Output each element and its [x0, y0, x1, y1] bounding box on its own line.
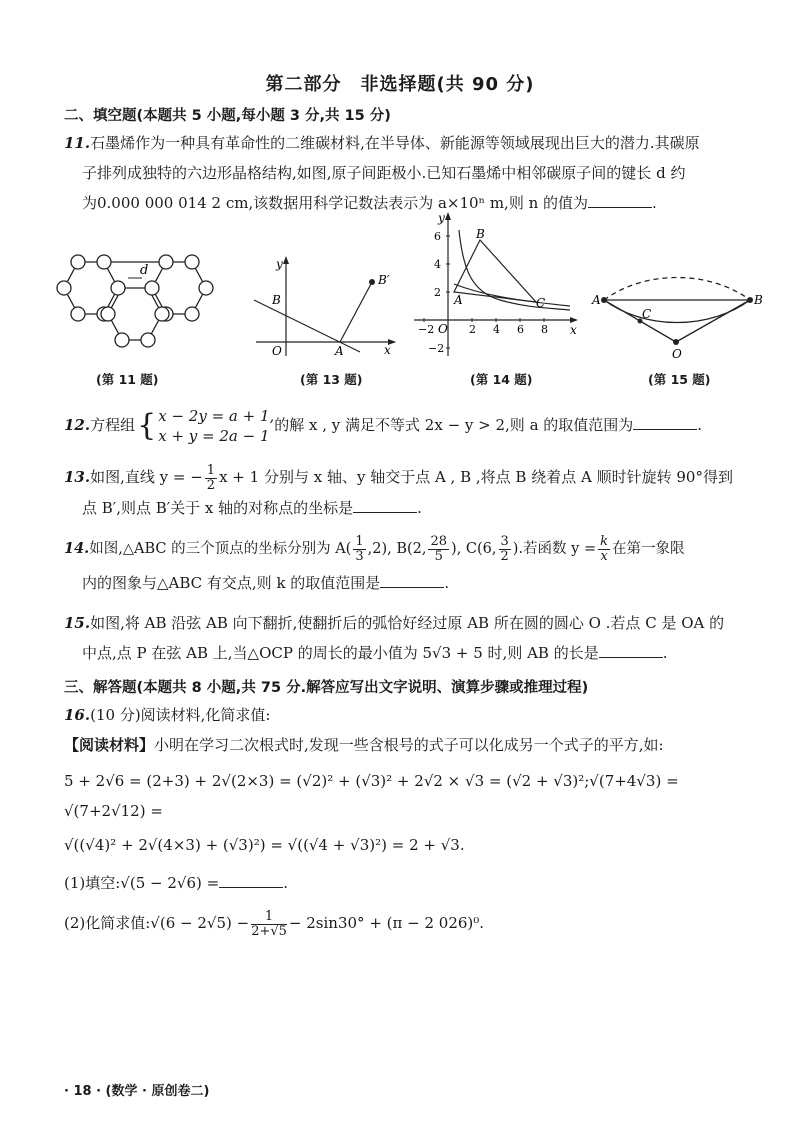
point-A-label: A [454, 293, 463, 307]
origin-label: O [438, 322, 448, 336]
question-text: ), C(6, [451, 541, 497, 557]
question-number: 15. [64, 614, 91, 632]
equation-system [158, 406, 274, 446]
question-text: 如图,将 AB 沿弦 AB 向下翻折,使翻折后的弧恰好经过原 AB 所在圆的圆心 O .若点 C 是 OA 的 [90, 614, 725, 632]
tick-y: −2 [428, 342, 445, 355]
label-d: d [140, 263, 149, 278]
question-text: 方程组 [90, 416, 136, 434]
question-text: ,2), B(2, [367, 541, 427, 557]
tick-x: 6 [517, 323, 524, 336]
point-C-label: C [642, 307, 652, 321]
point-C-label: C [536, 296, 546, 310]
answer-blank[interactable] [588, 193, 652, 208]
question-text: (10 分)阅读材料,化简求值: [90, 706, 271, 724]
answer-blank[interactable] [599, 643, 663, 658]
math-expression: 5 + 2√6 = (2+3) + 2√(2×3) = (√2)² + (√3)² + 2√2 × √3 = (√2 + √3)²;√(7+4√3) = √(7+2√12) = [64, 772, 679, 820]
question-text: 石墨烯作为一种具有革命性的二维碳材料,在半导体、新能源等领域展现出巨大的潜力.其碳原 [90, 134, 700, 152]
question-text: x + 1 分别与 x 轴、y 轴交于点 A , B ,将点 B 绕着点 A 顺时针旋转 90°得到 [219, 468, 733, 486]
page-footer: · 18 · (数学 · 原创卷二) [64, 1084, 210, 1099]
question-text: 如图,△ABC 的三个顶点的坐标分别为 A( [89, 541, 352, 557]
system-brace: { [137, 408, 157, 443]
question-text: 的解 x , y 满足不等式 2x − y > 2,则 a 的取值范围为 [274, 416, 634, 434]
axis-x-label: x [570, 323, 577, 337]
point-A-label: A [592, 293, 601, 307]
axis-x-label: x [384, 343, 391, 357]
question-14: 14.如图,△ABC 的三个顶点的坐标分别为 A( $\frac{1}{3}$ ,2), B(2, $\frac{28}{5}$ ), C(6, $\frac{3}{2}$ ).若函数 y = $\frac{k}{x}$ 在第一象限 内的图象与△ABC 有交点,则 k 的取值范围是 . [64, 533, 685, 592]
tick-y: 6 [434, 230, 441, 243]
equation-1: x − 2y = a + 1, [158, 407, 275, 425]
question-15: 15.如图,将 AB 沿弦 AB 向下翻折,使翻折后的弧恰好经过原 AB 所在圆的圆心 O .若点 C 是 OA 的 中点,点 P 在弦 AB 上,当△OCP 的周长的最小值为 5√3 + 5 时,则 AB 的长是 . [64, 614, 725, 662]
question-number: 12. [64, 416, 91, 434]
figure-15-caption: (第 15 题) [648, 372, 711, 387]
tick-x: 8 [541, 323, 548, 336]
fraction: $\frac{k}{x}$ [600, 533, 608, 564]
axis-y-label: y [438, 211, 445, 225]
answer-blank[interactable] [633, 415, 697, 430]
section-fill-in: 二、填空题(本题共 5 小题,每小题 3 分,共 15 分) [64, 108, 391, 124]
question-number: 14. [64, 540, 90, 557]
part-1-text: (1)填空:√(5 − 2√6) = [64, 874, 220, 892]
question-text: 点 B′,则点 B′关于 x 轴的对称点的坐标是 [82, 498, 354, 517]
question-text: 为0.000 000 014 2 cm,该数据用科学记数法表示为 a×10ⁿ m,则 n 的值为 [82, 194, 589, 212]
fraction: $\frac{28}{5}$ [430, 533, 448, 564]
question-16: 16.(10 分)阅读材料,化简求值: 【阅读材料】小明在学习二次根式时,发现一些含根号的式子可以化成另一个式子的平方,如: 5 + 2√6 = (2+3) + 2√(2×3) = (√2)² + (√3)² + 2√2 × √3 = (√2 + √3)²;√(7+4√3) = √(7+2√12) = √((√4)² + 2√(4×3) + (√3)²) = √((√4 + √3)²) = 2 + √3. (1)填空:√(5 − 2√6) = . (2)化简求值:√(6 − 2√5) − $\frac{1}{2+√5}$ − 2sin30° + (π − 2 026)⁰. [64, 700, 754, 939]
question-number: 16. [64, 706, 91, 724]
part-title: 第二部分 非选择题(共 90 分) [265, 74, 535, 95]
question-text: ).若函数 y = [512, 541, 597, 557]
fraction: $\frac{1}{2+√5}$ [251, 908, 287, 939]
question-text: 内的图象与△ABC 有交点,则 k 的取值范围是 [82, 574, 381, 592]
question-text: 如图,直线 y = − [90, 468, 203, 486]
part-2-text: − 2sin30° + (π − 2 026)⁰. [288, 914, 485, 932]
point-Bprime-label: B′ [378, 273, 390, 287]
point-A-label: A [335, 344, 344, 358]
question-text: 在第一象限 [612, 541, 685, 557]
figure-13-caption: (第 13 题) [300, 372, 363, 387]
question-number: 11. [64, 134, 91, 152]
origin-label: O [272, 344, 282, 358]
figure-13-graph [250, 252, 400, 362]
tick-x: −2 [418, 323, 435, 336]
question-11: 11.石墨烯作为一种具有革命性的二维碳材料,在半导体、新能源等领域展现出巨大的潜力.其碳原 子排列成独特的六边形晶格结构,如图,原子间距极小.已知石墨烯中相邻碳原子间的键长 d 约 为0.000 000 014 2 cm,该数据用科学记数法表示为 a×10ⁿ m,则 n 的值为 . [64, 128, 754, 218]
question-text: 子排列成独特的六边形晶格结构,如图,原子间距极小.已知石墨烯中相邻碳原子间的键长 d 约 [82, 164, 686, 182]
axis-y-label: y [276, 257, 283, 271]
math-expression: √((√4)² + 2√(4×3) + (√3)²) = √((√4 + √3)²) = 2 + √3. [64, 836, 465, 854]
section-solutions: 三、解答题(本题共 8 小题,共 75 分.解答应写出文字说明、演算步骤或推理过程) [64, 680, 589, 696]
question-12: 12.方程组{ x − 2y = a + 1, x + y = 2a − 1 的解 x , y 满足不等式 2x − y > 2,则 a 的取值范围为 . [64, 407, 703, 445]
fraction: $\frac{1}{2}$ [206, 462, 216, 493]
figure-11-caption: (第 11 题) [96, 372, 159, 387]
tick-y: 2 [434, 286, 441, 299]
point-B-label: B [476, 227, 485, 241]
tick-x: 4 [493, 323, 500, 336]
answer-blank[interactable] [380, 573, 444, 588]
point-O-label: O [672, 347, 682, 361]
question-number: 13. [64, 468, 91, 486]
figure-15-circle [590, 250, 770, 362]
part-2-text: (2)化简求值:√(6 − 2√5) − [64, 914, 250, 932]
question-text: 中点,点 P 在弦 AB 上,当△OCP 的周长的最小值为 5√3 + 5 时,则 AB 的长是 [82, 644, 599, 662]
reading-material-label: 【阅读材料】 [64, 736, 155, 754]
point-B-label: B [754, 293, 763, 307]
figure-14-graph [410, 210, 580, 360]
point-B-label: B [272, 293, 281, 307]
tick-x: 2 [469, 323, 476, 336]
fraction: $\frac{1}{3}$ [355, 533, 364, 564]
tick-y: 4 [434, 258, 441, 271]
fraction: $\frac{3}{2}$ [500, 533, 509, 564]
figure-11-graphene [40, 244, 230, 364]
figure-14-caption: (第 14 题) [470, 372, 533, 387]
equation-2: x + y = 2a − 1 [158, 427, 270, 445]
answer-blank[interactable] [353, 498, 417, 513]
answer-blank[interactable] [219, 873, 283, 888]
question-13: 13.如图,直线 y = − $\frac{1}{2}$ x + 1 分别与 x 轴、y 轴交于点 A , B ,将点 B 绕着点 A 顺时针旋转 90°得到 点 B′,则点 B′关于 x 轴的对称点的坐标是 . [64, 462, 733, 517]
question-text: 小明在学习二次根式时,发现一些含根号的式子可以化成另一个式子的平方,如: [154, 736, 664, 754]
